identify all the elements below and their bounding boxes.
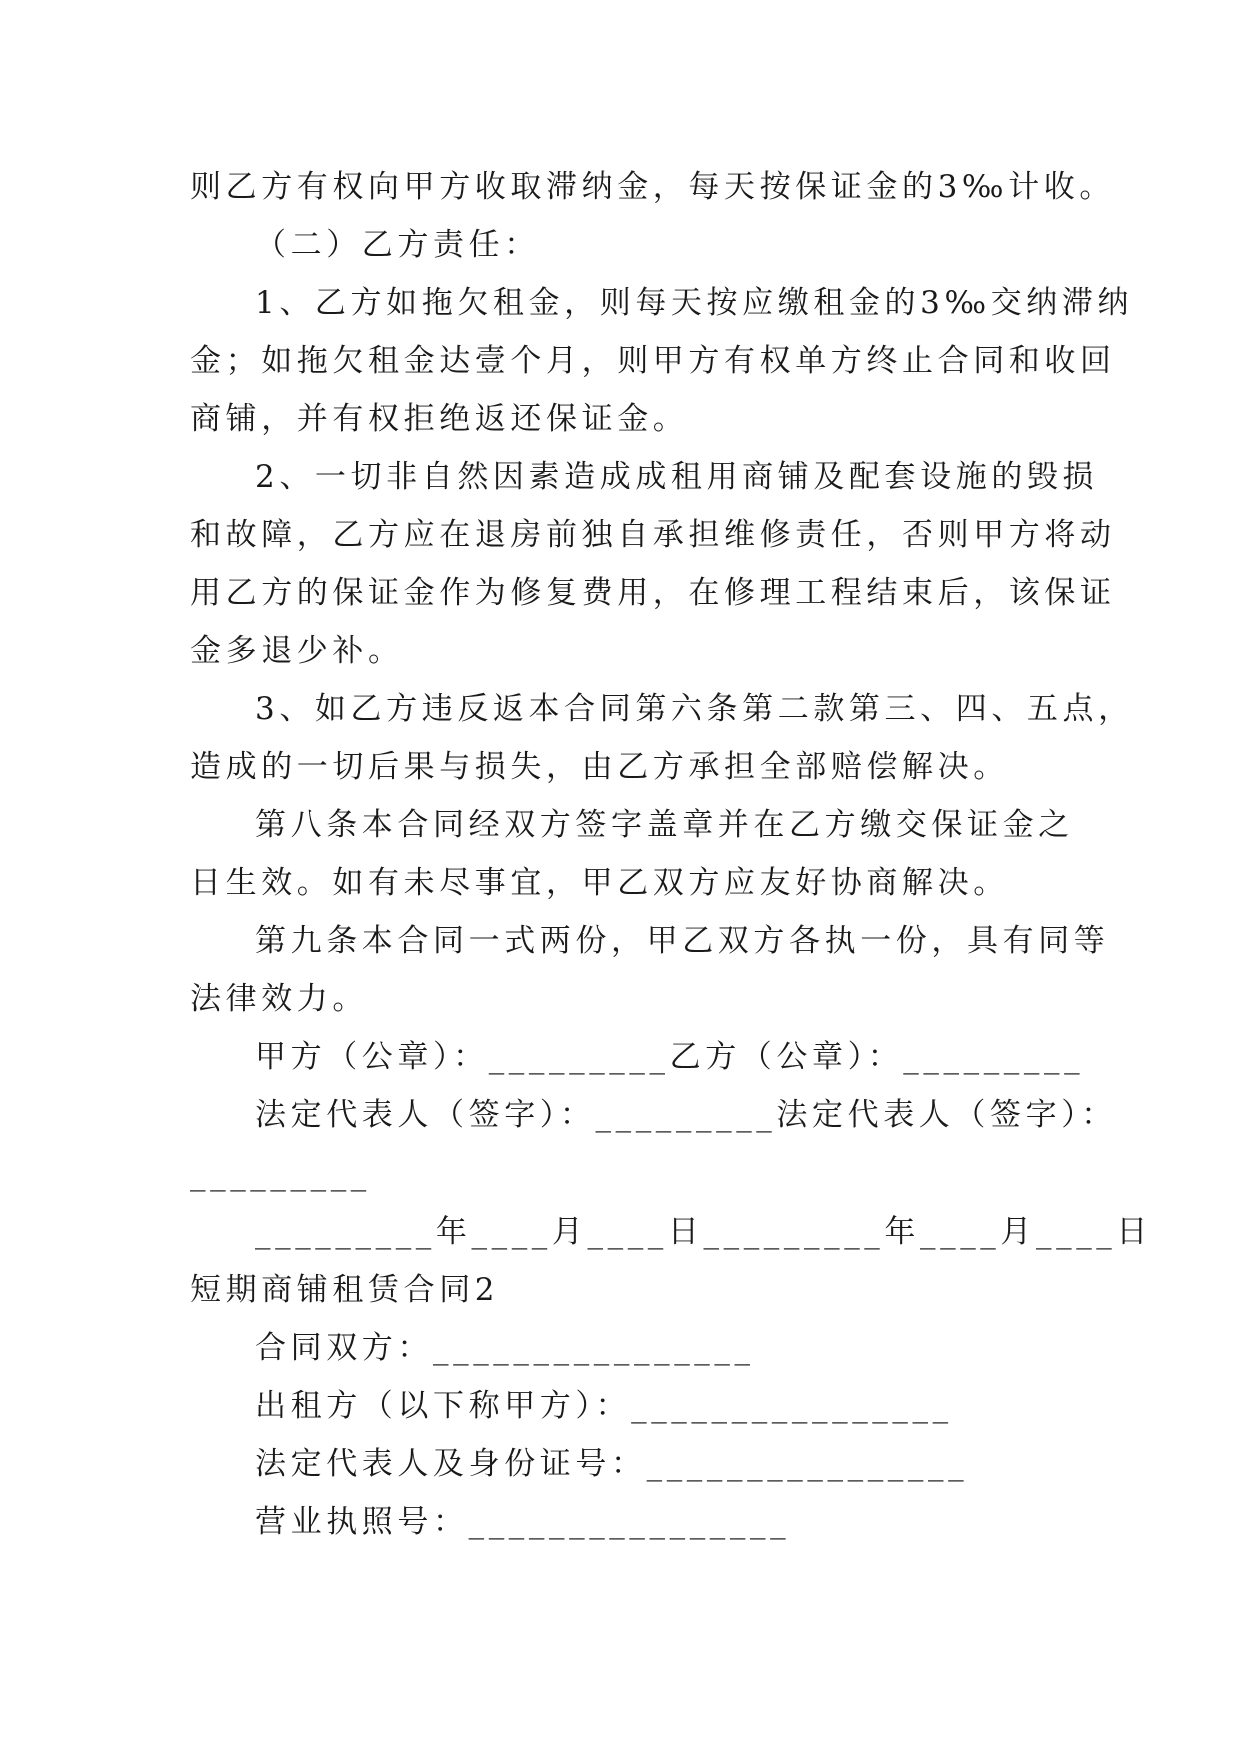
paragraph-line: 造成的一切后果与损失，由乙方承担全部赔偿解决。 (190, 749, 1009, 785)
paragraph-line: 用乙方的保证金作为修复费用，在修理工程结束后，该保证 (190, 575, 1116, 611)
date-line: _________年____月____日_________年____月____日 (255, 1214, 1152, 1250)
paragraph-line: 则乙方有权向甲方收取滞纳金，每天按保证金的3‰计收。 (190, 169, 1115, 205)
field-representative-id: 法定代表人及身份证号：________________ (255, 1446, 969, 1482)
field-parties: 合同双方：________________ (255, 1330, 755, 1366)
section-heading: （二）乙方责任： (255, 227, 540, 263)
paragraph-line: 和故障，乙方应在退房前独自承担维修责任，否则甲方将动 (190, 517, 1116, 553)
paragraph-line: 3、如乙方违反返本合同第六条第二款第三、四、五点， (255, 691, 1134, 727)
field-license-number: 营业执照号：________________ (255, 1504, 791, 1540)
field-lessor: 出租方（以下称甲方）：________________ (255, 1388, 953, 1424)
signature-line-representative: 法定代表人（签字）：_________法定代表人（签字）： (255, 1097, 1117, 1133)
paragraph-line: 金；如拖欠租金达壹个月，则甲方有权单方终止合同和收回 (190, 343, 1116, 379)
paragraph-line: 日生效。如有未尽事宜，甲乙双方应友好协商解决。 (190, 865, 1009, 901)
paragraph-line: 1、乙方如拖欠租金，则每天按应缴租金的3‰交纳滞纳 (255, 285, 1134, 321)
signature-blank: _________ (190, 1156, 371, 1192)
paragraph-line: 第九条本合同一式两份，甲乙双方各执一份，具有同等 (255, 923, 1110, 959)
paragraph-line: 2、一切非自然因素造成成租用商铺及配套设施的毁损 (255, 459, 1099, 495)
paragraph-line: 法律效力。 (190, 981, 368, 1017)
paragraph-line: 商铺，并有权拒绝返还保证金。 (190, 401, 689, 437)
signature-line-seal: 甲方（公章）：_________乙方（公章）：_________ (255, 1039, 1085, 1075)
paragraph-line: 金多退少补。 (190, 633, 404, 669)
contract-title: 短期商铺租赁合同2 (190, 1272, 500, 1308)
paragraph-line: 第八条本合同经双方签字盖章并在乙方缴交保证金之 (255, 807, 1074, 843)
